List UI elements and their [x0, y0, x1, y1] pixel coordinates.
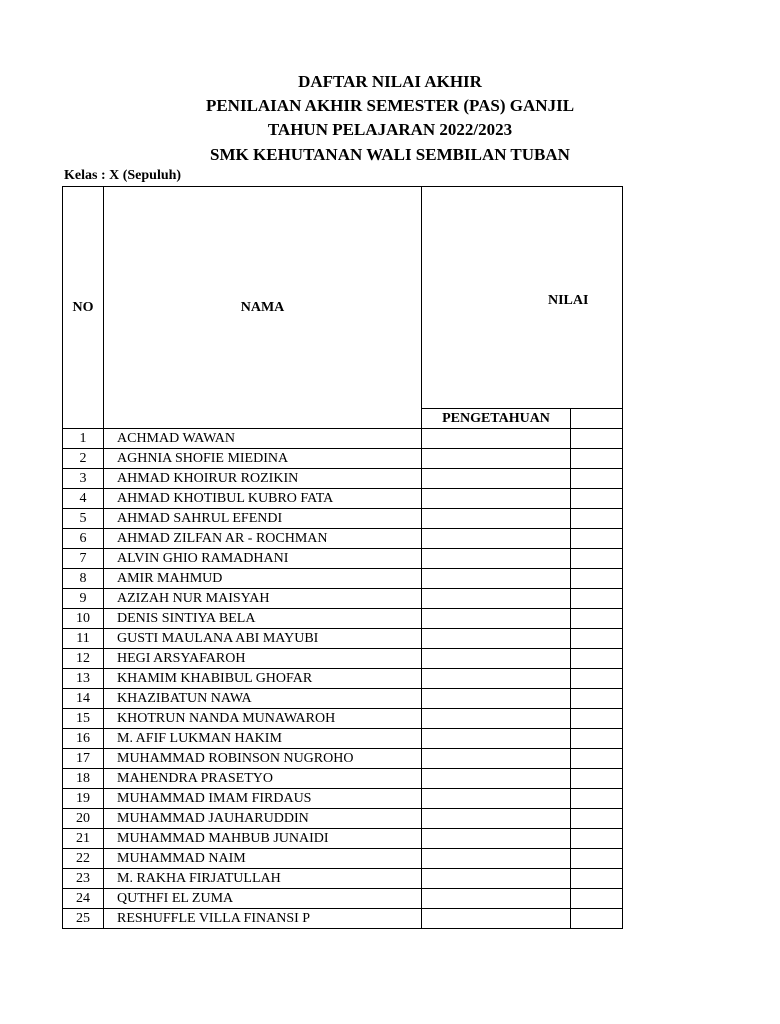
extra-score-cell — [571, 689, 623, 709]
student-number: 23 — [63, 869, 104, 889]
pengetahuan-score-cell — [422, 769, 571, 789]
pengetahuan-score-cell — [422, 449, 571, 469]
student-number: 25 — [63, 909, 104, 929]
extra-score-cell — [571, 449, 623, 469]
pengetahuan-score-cell — [422, 589, 571, 609]
table-row — [63, 869, 623, 889]
student-number: 13 — [63, 669, 104, 689]
student-number: 8 — [63, 569, 104, 589]
extra-score-cell — [571, 489, 623, 509]
title-daftar-nilai: DAFTAR NILAI AKHIR — [298, 72, 482, 91]
student-number: 2 — [63, 449, 104, 469]
column-header-pengetahuan: PENGETAHUAN — [422, 409, 571, 429]
pengetahuan-score-cell — [422, 629, 571, 649]
table-row — [63, 669, 623, 689]
pengetahuan-score-cell — [422, 609, 571, 629]
pengetahuan-score-cell — [422, 529, 571, 549]
column-header-empty — [571, 409, 623, 429]
student-name: MUHAMMAD MAHBUB JUNAIDI — [104, 829, 422, 849]
student-name: KHAZIBATUN NAWA — [104, 689, 422, 709]
student-number: 16 — [63, 729, 104, 749]
extra-score-cell — [571, 569, 623, 589]
pengetahuan-score-cell — [422, 509, 571, 529]
table-row — [63, 549, 623, 569]
column-header-nilai: NILAI — [548, 293, 589, 308]
student-name: KHAMIM KHABIBUL GHOFAR — [104, 669, 422, 689]
table-row — [63, 889, 623, 909]
student-number: 22 — [63, 849, 104, 869]
student-number: 4 — [63, 489, 104, 509]
pengetahuan-score-cell — [422, 889, 571, 909]
pengetahuan-score-cell — [422, 569, 571, 589]
student-number: 21 — [63, 829, 104, 849]
student-name: QUTHFI EL ZUMA — [104, 889, 422, 909]
extra-score-cell — [571, 589, 623, 609]
pengetahuan-score-cell — [422, 489, 571, 509]
table-row — [63, 489, 623, 509]
pengetahuan-score-cell — [422, 469, 571, 489]
pengetahuan-score-cell — [422, 429, 571, 449]
pengetahuan-score-cell — [422, 809, 571, 829]
table-row — [63, 589, 623, 609]
student-name: AMIR MAHMUD — [104, 569, 422, 589]
pengetahuan-score-cell — [422, 829, 571, 849]
extra-score-cell — [571, 909, 623, 929]
extra-score-cell — [571, 889, 623, 909]
title-school-name: SMK KEHUTANAN WALI SEMBILAN TUBAN — [210, 145, 570, 164]
title-tahun-pelajaran: TAHUN PELAJARAN 2022/2023 — [267, 120, 513, 139]
pengetahuan-score-cell — [422, 669, 571, 689]
student-name: ACHMAD WAWAN — [104, 429, 422, 449]
student-name: AZIZAH NUR MAISYAH — [104, 589, 422, 609]
table-row — [63, 469, 623, 489]
grade-sheet — [62, 186, 589, 938]
extra-score-cell — [571, 729, 623, 749]
student-name: MUHAMMAD ROBINSON NUGROHO — [104, 749, 422, 769]
student-number: 14 — [63, 689, 104, 709]
student-number: 9 — [63, 589, 104, 609]
table-row — [63, 629, 623, 649]
student-number: 20 — [63, 809, 104, 829]
student-name: ALVIN GHIO RAMADHANI — [104, 549, 422, 569]
table-row — [63, 689, 623, 709]
student-number: 6 — [63, 529, 104, 549]
student-name: M. RAKHA FIRJATULLAH — [104, 869, 422, 889]
student-number: 10 — [63, 609, 104, 629]
student-number: 24 — [63, 889, 104, 909]
table-row — [63, 749, 623, 769]
pengetahuan-score-cell — [422, 909, 571, 929]
student-name: AHMAD ZILFAN AR - ROCHMAN — [104, 529, 422, 549]
pengetahuan-score-cell — [422, 549, 571, 569]
table-row — [63, 709, 623, 729]
student-name: AHMAD KHOIRUR ROZIKIN — [104, 469, 422, 489]
pengetahuan-score-cell — [422, 749, 571, 769]
pengetahuan-score-cell — [422, 849, 571, 869]
extra-score-cell — [571, 529, 623, 549]
student-name: AHMAD KHOTIBUL KUBRO FATA — [104, 489, 422, 509]
student-number: 17 — [63, 749, 104, 769]
student-name: MUHAMMAD IMAM FIRDAUS — [104, 789, 422, 809]
extra-score-cell — [571, 609, 623, 629]
extra-score-cell — [571, 509, 623, 529]
extra-score-cell — [571, 789, 623, 809]
student-name: GUSTI MAULANA ABI MAYUBI — [104, 629, 422, 649]
table-row — [63, 829, 623, 849]
extra-score-cell — [571, 849, 623, 869]
student-number: 3 — [63, 469, 104, 489]
student-name: DENIS SINTIYA BELA — [104, 609, 422, 629]
student-number: 15 — [63, 709, 104, 729]
table-row — [63, 789, 623, 809]
extra-score-cell — [571, 749, 623, 769]
pengetahuan-score-cell — [422, 689, 571, 709]
student-name: MUHAMMAD NAIM — [104, 849, 422, 869]
document-header — [0, 64, 575, 174]
pengetahuan-score-cell — [422, 869, 571, 889]
student-number: 7 — [63, 549, 104, 569]
student-name: M. AFIF LUKMAN HAKIM — [104, 729, 422, 749]
table-row — [63, 809, 623, 829]
student-name: MUHAMMAD JAUHARUDDIN — [104, 809, 422, 829]
extra-score-cell — [571, 809, 623, 829]
student-number: 19 — [63, 789, 104, 809]
column-header-nilai-cell — [422, 187, 623, 409]
student-number: 5 — [63, 509, 104, 529]
extra-score-cell — [571, 829, 623, 849]
table-row — [63, 529, 623, 549]
table-row — [63, 649, 623, 669]
extra-score-cell — [571, 629, 623, 649]
student-name: KHOTRUN NANDA MUNAWAROH — [104, 709, 422, 729]
pengetahuan-score-cell — [422, 709, 571, 729]
student-number: 18 — [63, 769, 104, 789]
column-header-nama: NAMA — [104, 187, 422, 429]
student-number: 1 — [63, 429, 104, 449]
table-row — [63, 449, 623, 469]
pengetahuan-score-cell — [422, 729, 571, 749]
table-row — [63, 509, 623, 529]
student-name: RESHUFFLE VILLA FINANSI P — [104, 909, 422, 929]
student-number: 11 — [63, 629, 104, 649]
title-pas: PENILAIAN AKHIR SEMESTER (PAS) GANJIL — [205, 96, 575, 115]
extra-score-cell — [571, 709, 623, 729]
table-row — [63, 909, 623, 929]
extra-score-cell — [571, 869, 623, 889]
student-rows — [63, 429, 623, 929]
student-name: HEGI ARSYAFAROH — [104, 649, 422, 669]
table-row — [63, 569, 623, 589]
column-header-no: NO — [63, 187, 104, 429]
table-row — [63, 429, 623, 449]
student-name: AHMAD SAHRUL EFENDI — [104, 509, 422, 529]
table-row — [63, 729, 623, 749]
table-row — [63, 849, 623, 869]
extra-score-cell — [571, 649, 623, 669]
table-row — [63, 609, 623, 629]
extra-score-cell — [571, 429, 623, 449]
student-name: MAHENDRA PRASETYO — [104, 769, 422, 789]
extra-score-cell — [571, 769, 623, 789]
pengetahuan-score-cell — [422, 789, 571, 809]
extra-score-cell — [571, 549, 623, 569]
extra-score-cell — [571, 669, 623, 689]
table-row — [63, 769, 623, 789]
extra-score-cell — [571, 469, 623, 489]
student-number: 12 — [63, 649, 104, 669]
student-name: AGHNIA SHOFIE MIEDINA — [104, 449, 422, 469]
grade-table — [62, 186, 623, 929]
pengetahuan-score-cell — [422, 649, 571, 669]
class-label: Kelas : X (Sepuluh) — [64, 168, 182, 183]
